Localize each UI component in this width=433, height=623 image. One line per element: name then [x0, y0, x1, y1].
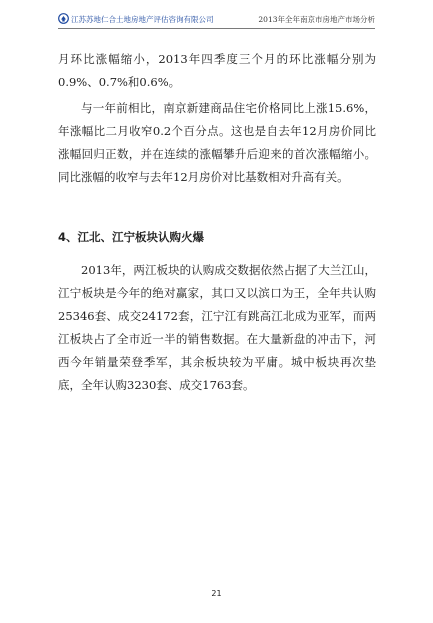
report-title: 2013年全年南京市房地产市场分析	[258, 15, 375, 24]
page-header	[58, 12, 375, 29]
page-number: 21	[211, 589, 222, 598]
paragraph-continuation: 月环比涨幅缩小，2013年四季度三个月的环比涨幅分别为0.9%、0.7%和0.6%。	[58, 52, 376, 89]
company-logo-icon	[58, 13, 69, 24]
company-name: 江苏苏地仁合土地房地产评估咨询有限公司	[71, 15, 214, 24]
section-heading: 4、江北、江宁板块认购火爆	[58, 230, 205, 244]
paragraph-jiangbei-jiangning: 2013年，两江板块的认购成交数据依然占据了大兰江山，江宁板块是今年的绝对赢家，其口又以滨口为王，全年共认购25346套、成交24172套，江宁江有跳高江北成为亚军，而两江板块占了全市近一半的销售数据。在大量新盘的冲击下，河西今年销量荣登季军，其余板块较为平庸。城中板块再次垫底，全年认购3230套、成交1763套。	[58, 263, 376, 392]
paragraph-yoy: 与一年前相比，南京新建商品住宅价格同比上涨15.6%，年涨幅比二月收窄0.2个百分点。这也是自去年12月房价同比涨幅回归正数，并在连续的涨幅攀升后迎来的首次涨幅缩小。同比涨幅的收窄与去年12月房价对比基数相对升高有关。	[58, 101, 376, 184]
